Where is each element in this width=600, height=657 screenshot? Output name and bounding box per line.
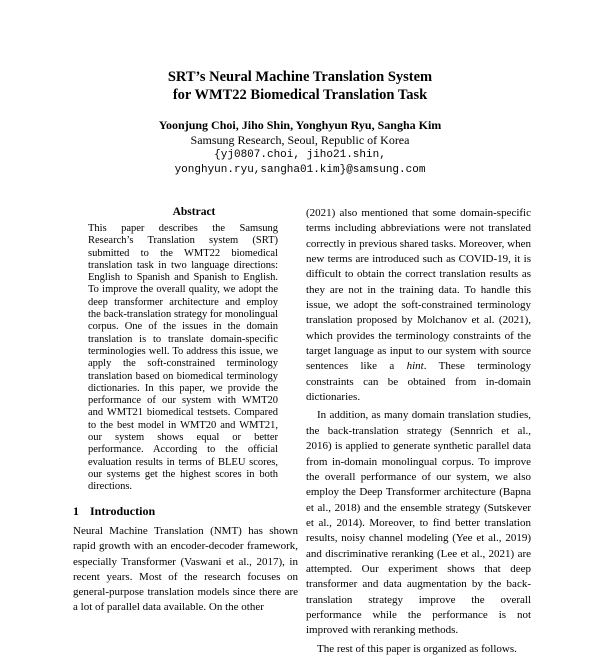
right-column-body	[306, 206, 531, 655]
abstract-text: This paper describes the Samsung Research’s Translation system (SRT) submitted to the WMT22 biomedical translation task in two language directions: English to Spanish and Spanish to English. To improve the overall quality, we adopt the deep transformer architecture and employ the back-translation strategy for monolingual corpus. One of the issues in the domain translation is to translate domain-specific terminologies well. To address this issue, we apply the soft-constrained terminology translation based on biomedical terminology dictionaries. In this paper, we provide the performance of our system with WMT20 and WMT21 biomedical testsets. Compared to the best model in WMT20 and WMT21, our system shows equal or better performance. According to the official evaluation results in terms of BLEU scores, our systems get the highest scores in both directions.	[88, 223, 278, 493]
email-line-1: {yj0807.choi, jiho21.shin,	[214, 149, 386, 161]
paper-title-line-1: SRT’s Neural Machine Translation System	[167, 69, 433, 85]
right-paragraph-1	[306, 206, 531, 405]
section-heading-introduction	[73, 504, 298, 519]
section-title: Introduction	[90, 504, 156, 518]
right-paragraph-3: The rest of this paper is organized as follows.	[317, 642, 517, 655]
right-paragraph-1-text-b: . These terminology constraints can be obtained from in-domain dictionaries.	[306, 360, 531, 404]
introduction-paragraph-1: Neural Machine Translation (NMT) has shown rapid growth with an encoder-decoder framework, especially Transformer (Vaswani et al., 2017), in recent years. Most of the research focuses on general-purpose translation models since there are a lot of parallel data available. On the other	[73, 525, 298, 614]
affiliation: Samsung Research, Seoul, Republic of Korea	[190, 133, 410, 147]
right-paragraph-2: In addition, as many domain translation studies, the back-translation strategy (Sennrich et al., 2016) is applied to generate synthetic parallel data from in-domain monolingual corpus. To improve the overall performance of our system, we also employ the Deep Transformer architecture (Bapna et al., 2018) and the ensemble strategy (Sutskever et al., 2014). Moreover, to find better translation results, noisy channel modeling (Yee et al., 2019) and discriminative reranking (Lee et al., 2021) are attempted. Our experiment shows that deep transformer and data augmentation by the back-translation strategy improve the overall performance while the performance is not improved with reranking methods.	[306, 409, 531, 637]
paper-title-line-2: for WMT22 Biomedical Translation Task	[172, 87, 428, 103]
abstract-heading: Abstract	[172, 206, 216, 218]
hint-emphasis: hint	[406, 360, 424, 373]
author-list: Yoonjung Choi, Jiho Shin, Yonghyun Ryu, Sangha Kim	[158, 118, 442, 132]
right-paragraph-1-text-a: (2021) also mentioned that some domain-specific terms including abbreviations were not translated correctly in previous shared tasks. Moreover, when new terms are introduced such as COVID-19, it is difficult to obtain the correct translation results as they are not in the training data. To handle this issue, we adopt the soft-constrained terminology translation proposed by Molchanov et al. (2021), which provides the terminology constraints of the target language as input to our system with source sentences like a	[306, 207, 531, 373]
section-number: 1	[73, 504, 79, 518]
introduction-body	[73, 524, 298, 614]
email-line-2: yonghyun.ryu,sangha01.kim}@samsung.com	[174, 164, 426, 176]
